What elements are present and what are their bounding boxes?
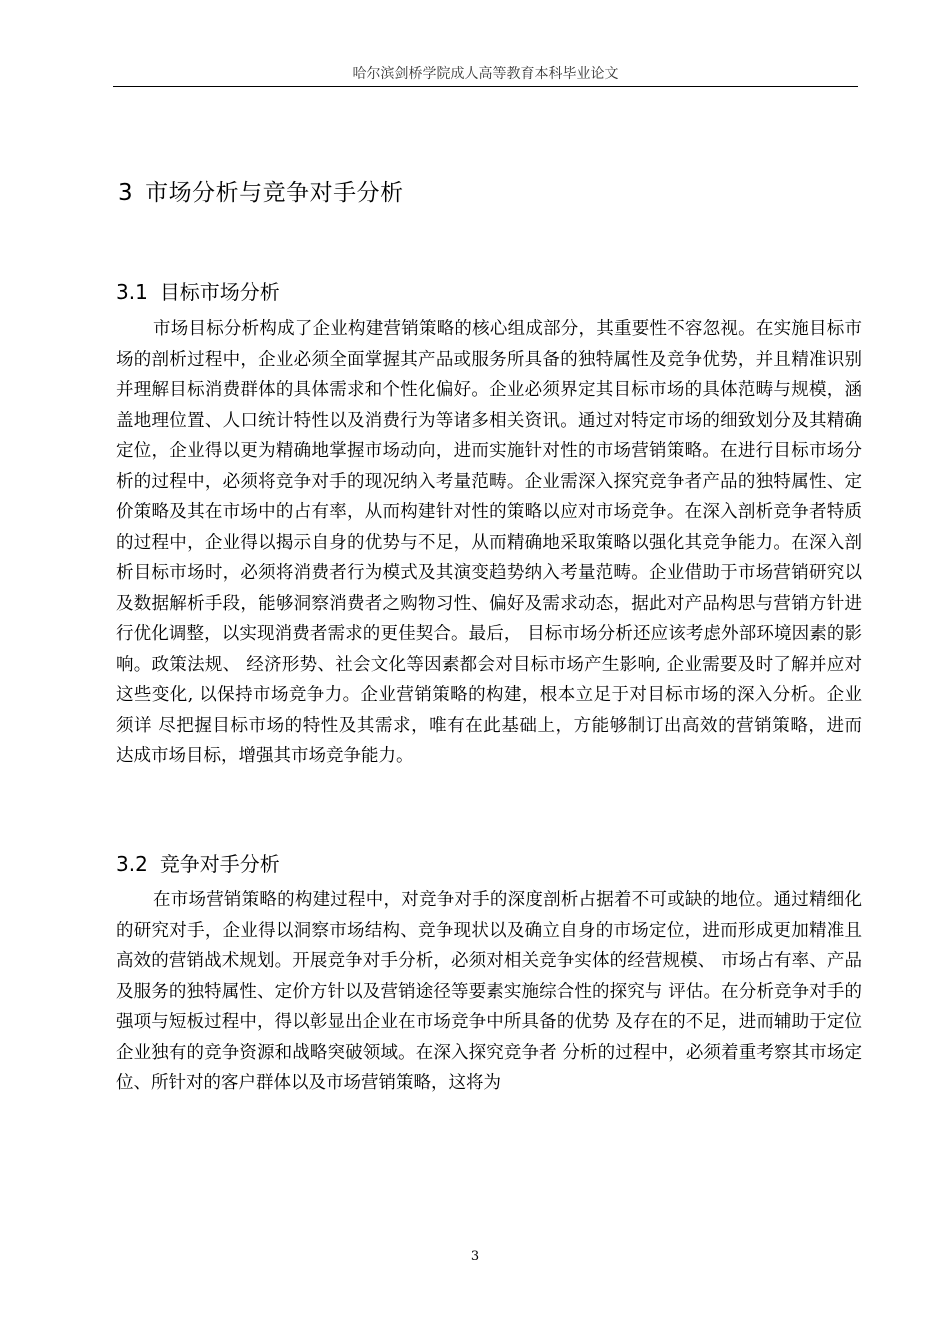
- chapter-number: 3: [118, 180, 134, 206]
- section-number: 3.2: [116, 852, 148, 876]
- section-title-text: 目标市场分析: [159, 280, 280, 304]
- section-number: 3.1: [116, 280, 148, 304]
- section-heading-3-1: [116, 276, 280, 305]
- section-3-1-body: 市场目标分析构成了企业构建营销策略的核心组成部分，其重要性不容忽视。在实施目标市场的剖析过程中，企业必须全面掌握其产品或服务所具备的独特属性及竞争优势，并且精准识别并理解目标消费群体的具体需求和个性化偏好。企业必须界定其目标市场的具体范畴与规模，涵盖地理位置、人口统计特性以及消费行为等诸多相关资讯。通过对特定市场的细致划分及其精确定位，企业得以更为精确地掌握市场动向，进而实施针对性的市场营销策略。在进行目标市场分析的过程中，必须将竞争对手的现况纳入考量范畴。企业需深入探究竞争者产品的独特属性、定价策略及其在市场中的占有率，从而构建针对性的策略以应对市场竞争。在深入剖析竞争者特质的过程中，企业得以揭示自身的优势与不足，从而精确地采取策略以强化其竞争能力。在深入剖析目标市场时，必须将消费者行为模式及其演变趋势纳入考量范畴。企业借助于市场营销研究以及数据解析手段，能够洞察消费者之购物习性、偏好及需求动态，据此对产品构思与营销方针进行优化调整，以实现消费者需求的更佳契合。最后， 目标市场分析还应该考虑外部环境因素的影响。政策法规、 经济形势、社会文化等因素都会对目标市场产生影响, 企业需要及时了解并应对这些变化, 以保持市场竞争力。企业营销策略的构建，根本立足于对目标市场的深入分析。企业须详 尽把握目标市场的特性及其需求，唯有在此基础上，方能够制订出高效的营销策略，进而 达成市场目标，增强其市场竞争能力。: [116, 319, 862, 766]
- section-heading-3-2: [116, 848, 280, 877]
- page-header: 哈尔滨剑桥学院成人高等教育本科毕业论文: [352, 66, 619, 82]
- chapter-title-text: 市场分析与竞争对手分析: [145, 180, 404, 206]
- section-3-2-body: 在市场营销策略的构建过程中，对竞争对手的深度剖析占据着不可或缺的地位。通过精细化的研究对手，企业得以洞察市场结构、竞争现状以及确立自身的市场定位，进而形成更加精准且高效的营销战术规划。开展竞争对手分析，必须对相关竞争实体的经营规模、 市场占有率、产品及服务的独特属性、定价方针以及营销途径等要素实施综合性的探究与 评估。在分析竞争对手的强项与短板过程中，得以彰显出企业在市场竞争中所具备的优势 及存在的不足，进而辅助于定位企业独有的竞争资源和战略突破领域。在深入探究竞争者 分析的过程中，必须着重考察其市场定位、所针对的客户群体以及市场营销策略，这将为: [116, 890, 862, 1093]
- section-title-text: 竞争对手分析: [159, 852, 280, 876]
- chapter-title: [118, 174, 404, 207]
- header-divider: [113, 86, 858, 87]
- page-number: 3: [470, 1249, 480, 1264]
